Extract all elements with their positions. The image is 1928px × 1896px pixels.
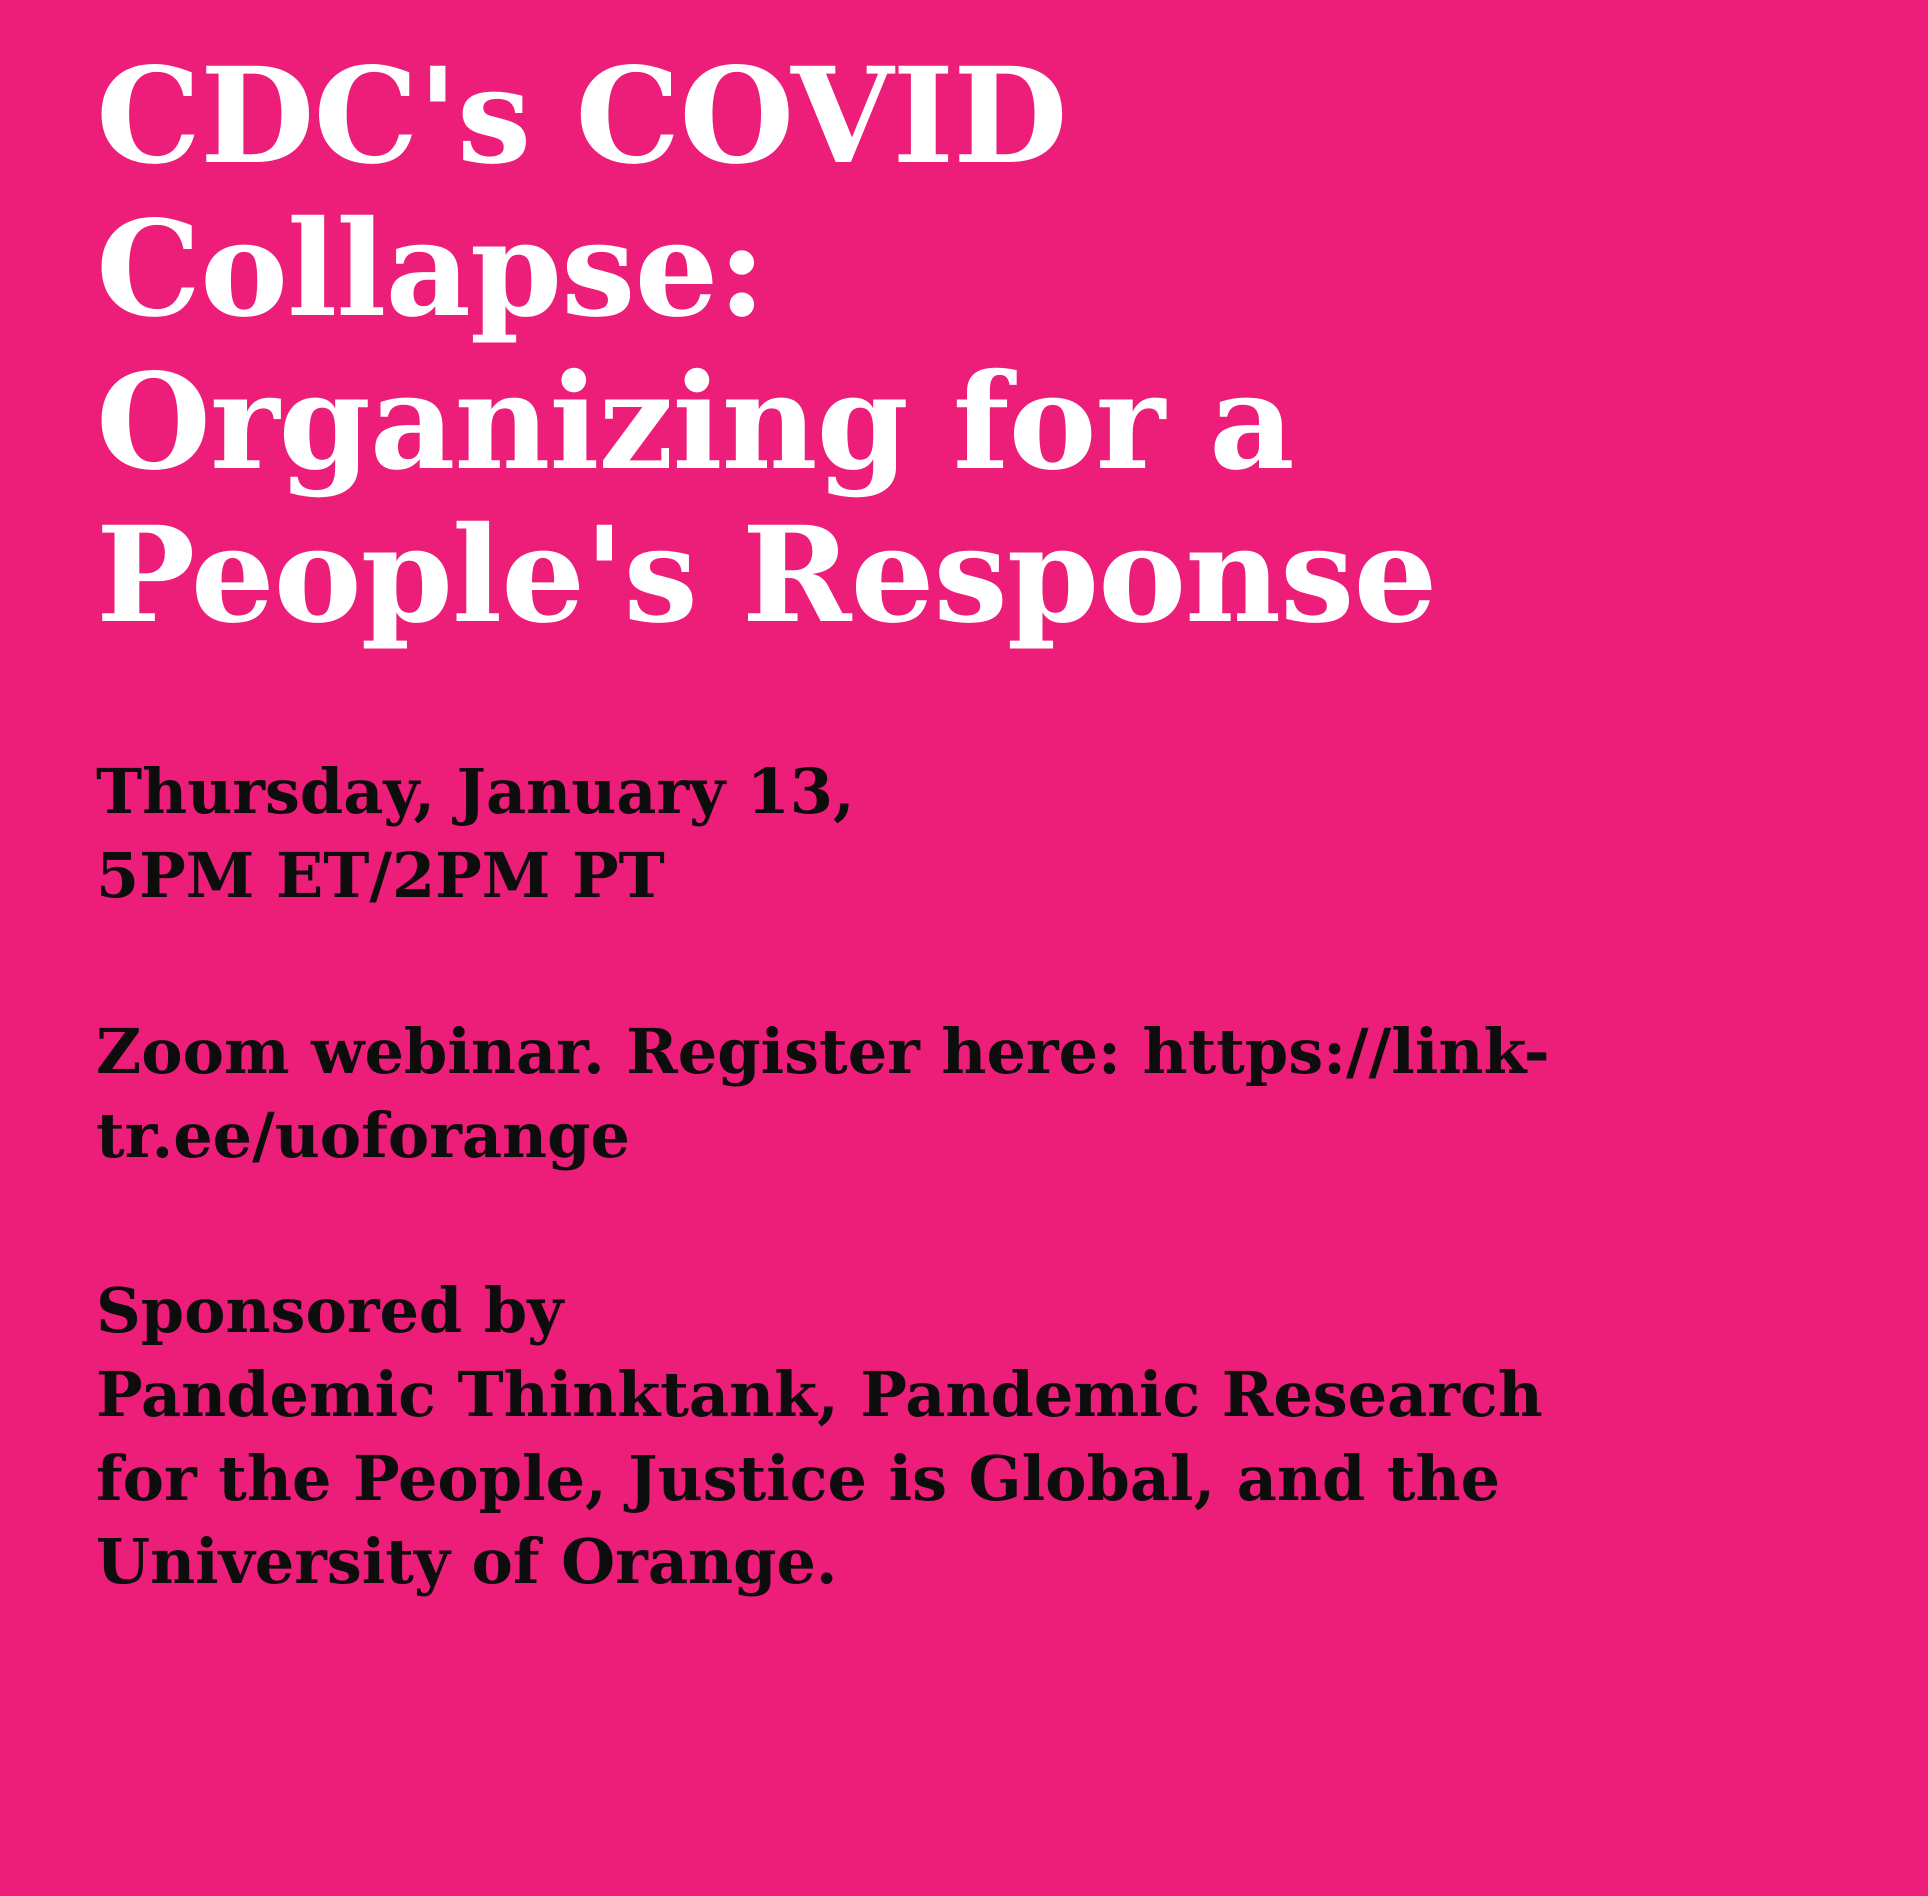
- flyer-content: [96, 40, 1868, 1604]
- title-line-2: Organizing for a: [96, 345, 1294, 501]
- spacer-after-registration: [96, 1177, 1868, 1269]
- registration-link: tr.ee/uoforange: [96, 1098, 630, 1172]
- sponsors: [96, 1269, 1856, 1604]
- sponsor-line-3: University of Orange.: [96, 1525, 838, 1599]
- event-date: Thursday, January 13,: [96, 755, 855, 829]
- sponsor-line-2: for the People, Justice is Global, and the: [96, 1441, 1501, 1515]
- title-line-3: People's Response: [96, 498, 1437, 654]
- spacer-after-title: [96, 652, 1868, 750]
- registration-info: [96, 1010, 1856, 1177]
- spacer-after-datetime: [96, 918, 1868, 1010]
- page-title: [96, 40, 1656, 652]
- event-datetime: [96, 750, 1856, 917]
- sponsor-line-1: Pandemic Thinktank, Pandemic Research: [96, 1357, 1543, 1431]
- sponsor-heading: Sponsored by: [96, 1274, 564, 1348]
- event-time: 5PM ET/2PM PT: [96, 839, 665, 913]
- title-line-1: CDC's COVID Collapse:: [96, 39, 1067, 348]
- registration-line-1: Zoom webinar. Register here: https://link-: [96, 1014, 1550, 1088]
